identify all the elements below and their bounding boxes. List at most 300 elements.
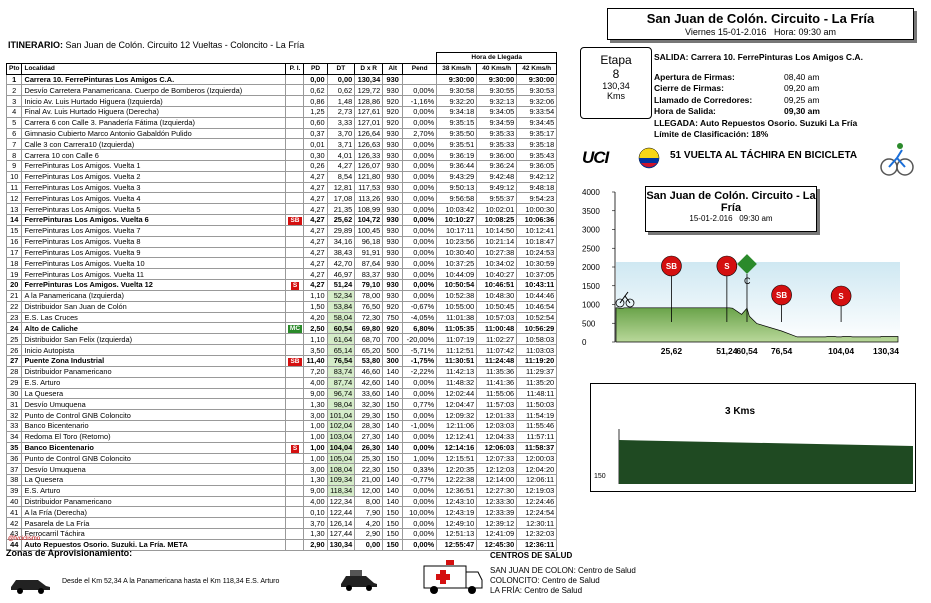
cell-pend: -20,00% xyxy=(403,334,437,345)
cell-dt: 76,54 xyxy=(327,355,355,366)
cell-pend: 0,00% xyxy=(403,106,437,117)
cell-pi xyxy=(286,355,304,366)
cell-pd: 4,00 xyxy=(304,496,327,507)
cell-pend: -0,67% xyxy=(403,301,437,312)
centros-title: CENTROS DE SALUD xyxy=(490,551,573,560)
table-row xyxy=(7,388,557,399)
cell-time-40: 9:35:33 xyxy=(477,139,517,150)
cell-pd: 3,00 xyxy=(304,410,327,421)
cell-pend: 0,00% xyxy=(403,529,437,540)
cell-pd: 4,27 xyxy=(304,247,327,258)
cell-location: FerrePinturas Los Amigos. Vuelta 9 xyxy=(22,247,286,258)
final-km-profile xyxy=(591,384,915,491)
cell-pend: 0,00% xyxy=(403,388,437,399)
info-value: 09,25 am xyxy=(784,94,820,105)
cell-dxr: 4,20 xyxy=(355,518,383,529)
cell-pd: 7,20 xyxy=(304,366,327,377)
cell-pd: 2,90 xyxy=(304,539,327,550)
cell-point: 44 xyxy=(7,539,22,550)
cell-pd: 4,27 xyxy=(304,269,327,280)
cell-time-38: 9:32:20 xyxy=(437,96,477,107)
cell-dxr: 68,70 xyxy=(355,334,383,345)
cell-pend: -5,71% xyxy=(403,345,437,356)
cell-alt: 150 xyxy=(383,518,403,529)
cell-dt: 3,71 xyxy=(327,139,355,150)
cell-time-38: 11:48:32 xyxy=(437,377,477,388)
cell-pend: -2,22% xyxy=(403,366,437,377)
cell-alt: 930 xyxy=(383,171,403,182)
cell-pd: 2,50 xyxy=(304,323,327,334)
cell-pd: 1,30 xyxy=(304,529,327,540)
cell-time-42: 9:42:12 xyxy=(517,171,557,182)
cell-time-38: 9:56:58 xyxy=(437,193,477,204)
cell-point: 8 xyxy=(7,150,22,161)
cell-location: La Quesera xyxy=(22,475,286,486)
cell-point: 17 xyxy=(7,247,22,258)
cell-location: A la Fría (Derecha) xyxy=(22,507,286,518)
table-row xyxy=(7,496,557,507)
cell-time-38: 10:23:56 xyxy=(437,236,477,247)
cell-dt: 61,64 xyxy=(327,334,355,345)
cell-location: La Quesera xyxy=(22,388,286,399)
cell-pend: -0,77% xyxy=(403,475,437,486)
cell-alt: 930 xyxy=(383,74,403,85)
cell-alt: 920 xyxy=(383,323,403,334)
cell-dt: 0,62 xyxy=(327,85,355,96)
cell-pd: 0,60 xyxy=(304,117,327,128)
cell-pd: 1,25 xyxy=(304,106,327,117)
cell-dxr: 104,72 xyxy=(355,214,383,225)
cell-time-40: 9:55:37 xyxy=(477,193,517,204)
cell-dt: 98,04 xyxy=(327,399,355,410)
cell-dt: 21,35 xyxy=(327,204,355,215)
cell-dxr: 113,26 xyxy=(355,193,383,204)
cell-location: Carrera 6 con Calle 3. Panadería Fátima (Izquierda) xyxy=(22,117,286,128)
cell-alt: 140 xyxy=(383,377,403,388)
cell-dt: 101,04 xyxy=(327,410,355,421)
cell-pi xyxy=(286,442,304,453)
cell-pd: 1,00 xyxy=(304,453,327,464)
cell-time-42: 11:48:11 xyxy=(517,388,557,399)
cell-point: 27 xyxy=(7,355,22,366)
cell-pend: 0,00% xyxy=(403,117,437,128)
table-row xyxy=(7,247,557,258)
col-header: Alt xyxy=(383,63,403,74)
cell-time-42: 9:32:06 xyxy=(517,96,557,107)
cell-pend: 0,00% xyxy=(403,485,437,496)
cell-time-40: 9:36:00 xyxy=(477,150,517,161)
cell-time-40: 10:08:25 xyxy=(477,214,517,225)
cell-location: Calle 3 con Carrera10 (Izquierda) xyxy=(22,139,286,150)
cell-time-42: 11:54:19 xyxy=(517,410,557,421)
cell-pd: 4,27 xyxy=(304,193,327,204)
cell-time-38: 9:36:44 xyxy=(437,160,477,171)
cell-time-40: 11:41:36 xyxy=(477,377,517,388)
cell-point: 24 xyxy=(7,323,22,334)
cell-time-38: 12:04:47 xyxy=(437,399,477,410)
cell-location: Auto Repuestos Osorio. Suzuki. La Fría. META xyxy=(22,539,286,550)
cell-alt: 930 xyxy=(383,247,403,258)
cell-time-38: 11:12:51 xyxy=(437,345,477,356)
cell-dxr: 91,91 xyxy=(355,247,383,258)
cell-pend: 0,00% xyxy=(403,236,437,247)
cell-point: 22 xyxy=(7,301,22,312)
cell-alt: 920 xyxy=(383,106,403,117)
cell-point: 42 xyxy=(7,518,22,529)
cell-time-42: 11:55:46 xyxy=(517,420,557,431)
cell-dxr: 87,64 xyxy=(355,258,383,269)
cell-pi xyxy=(286,269,304,280)
table-row xyxy=(7,182,557,193)
cell-pend: -1,75% xyxy=(403,355,437,366)
table-row xyxy=(7,507,557,518)
cell-point: 11 xyxy=(7,182,22,193)
cell-time-40: 12:39:12 xyxy=(477,518,517,529)
cell-time-38: 10:55:00 xyxy=(437,301,477,312)
cell-time-40: 9:30:00 xyxy=(477,74,517,85)
cell-pend: 0,00% xyxy=(403,290,437,301)
cell-alt: 500 xyxy=(383,345,403,356)
cell-time-42: 12:24:54 xyxy=(517,507,557,518)
cell-time-40: 9:49:12 xyxy=(477,182,517,193)
cell-time-38: 12:49:10 xyxy=(437,518,477,529)
cell-dt: 2,73 xyxy=(327,106,355,117)
cell-pend: 6,80% xyxy=(403,323,437,334)
cell-pd: 4,27 xyxy=(304,171,327,182)
cell-pd: 4,27 xyxy=(304,204,327,215)
cell-dt: 83,74 xyxy=(327,366,355,377)
pi-badge: SB xyxy=(290,357,300,365)
cell-alt: 930 xyxy=(383,139,403,150)
cyclist-logo-icon xyxy=(878,140,916,178)
cell-point: 20 xyxy=(7,279,22,290)
table-row xyxy=(7,106,557,117)
cell-time-40: 12:03:03 xyxy=(477,420,517,431)
cell-pend: 0,33% xyxy=(403,464,437,475)
cell-alt: 150 xyxy=(383,539,403,550)
cell-time-40: 12:01:33 xyxy=(477,410,517,421)
cell-pi xyxy=(286,204,304,215)
cell-pd: 1,30 xyxy=(304,475,327,486)
cell-pd: 4,27 xyxy=(304,225,327,236)
cell-pi xyxy=(286,377,304,388)
stage-time: Hora: 09:30 am xyxy=(773,27,836,37)
cell-dt: 51,24 xyxy=(327,279,355,290)
cell-time-38: 12:22:38 xyxy=(437,475,477,486)
cell-time-42: 10:44:46 xyxy=(517,290,557,301)
cell-pi xyxy=(286,420,304,431)
profile-title-box xyxy=(645,186,817,232)
cell-pi xyxy=(286,214,304,225)
cell-pd: 9,00 xyxy=(304,485,327,496)
y-axis-ticks xyxy=(582,188,615,347)
cell-pd: 1,00 xyxy=(304,420,327,431)
table-row xyxy=(7,410,557,421)
cell-pend: 0,00% xyxy=(403,496,437,507)
cell-pd: 1,10 xyxy=(304,334,327,345)
cell-dxr: 32,30 xyxy=(355,399,383,410)
table-row xyxy=(7,355,557,366)
marker-sprint-label: S xyxy=(838,292,844,301)
profile-time: 09:30 am xyxy=(739,214,773,223)
cell-pd: 0,37 xyxy=(304,128,327,139)
cell-alt: 700 xyxy=(383,334,403,345)
cell-time-38: 9:50:13 xyxy=(437,182,477,193)
cell-dt: 0,00 xyxy=(327,74,355,85)
marker-sprint-label: SB xyxy=(776,291,788,300)
cell-pi xyxy=(286,160,304,171)
cell-alt: 140 xyxy=(383,431,403,442)
etapa-unit: Kms xyxy=(607,91,625,101)
cell-location: E.S. Arturo xyxy=(22,485,286,496)
cell-pi xyxy=(286,475,304,486)
cell-time-38: 12:55:47 xyxy=(437,539,477,550)
etapa-label: Etapa xyxy=(600,53,632,67)
cell-dxr: 7,90 xyxy=(355,507,383,518)
table-row xyxy=(7,160,557,171)
zonas-title: Zonas de Aprovisionamiento: xyxy=(6,548,133,558)
cell-time-42: 10:46:54 xyxy=(517,301,557,312)
cell-pend: 0,00% xyxy=(403,539,437,550)
cell-time-38: 10:10:27 xyxy=(437,214,477,225)
table-row xyxy=(7,225,557,236)
cell-time-42: 9:35:18 xyxy=(517,139,557,150)
cell-time-42: 10:52:54 xyxy=(517,312,557,323)
cell-pd: 0,30 xyxy=(304,150,327,161)
col-header: 40 Kms/h xyxy=(477,63,517,74)
cell-location: Inicio Av. Luis Hurtado Higuera (Izquierda) xyxy=(22,96,286,107)
table-row xyxy=(7,453,557,464)
cell-time-40: 12:07:33 xyxy=(477,453,517,464)
cell-pd: 4,20 xyxy=(304,312,327,323)
cell-time-42: 10:30:59 xyxy=(517,258,557,269)
table-row xyxy=(7,96,557,107)
y-tick-label: 4000 xyxy=(582,188,600,197)
cell-dt: 42,70 xyxy=(327,258,355,269)
cell-time-38: 10:52:38 xyxy=(437,290,477,301)
cell-location: Alto de Caliche xyxy=(22,323,286,334)
col-header: Localidad xyxy=(22,63,286,74)
cell-time-38: 12:15:51 xyxy=(437,453,477,464)
cell-time-40: 10:27:38 xyxy=(477,247,517,258)
table-row xyxy=(7,258,557,269)
cell-dxr: 108,99 xyxy=(355,204,383,215)
cell-pd: 4,27 xyxy=(304,182,327,193)
cell-dxr: 78,00 xyxy=(355,290,383,301)
cell-pend: 0,00% xyxy=(403,225,437,236)
etapa-box xyxy=(580,47,652,119)
cell-pd: 9,00 xyxy=(304,388,327,399)
cell-point: 29 xyxy=(7,377,22,388)
x-label: 104,04 xyxy=(828,346,855,356)
cell-time-38: 12:14:16 xyxy=(437,442,477,453)
cell-time-40: 11:55:06 xyxy=(477,388,517,399)
cell-pend: 0,00% xyxy=(403,193,437,204)
cell-pi xyxy=(286,453,304,464)
cell-time-38: 10:44:09 xyxy=(437,269,477,280)
cell-dt: 103,04 xyxy=(327,431,355,442)
cell-location: Distribuidor San Felix (Izquierda) xyxy=(22,334,286,345)
cell-alt: 150 xyxy=(383,507,403,518)
x-label: 130,34 xyxy=(873,346,899,356)
cell-point: 39 xyxy=(7,485,22,496)
cell-time-42: 10:12:41 xyxy=(517,225,557,236)
cell-pi xyxy=(286,290,304,301)
cell-time-40: 12:45:30 xyxy=(477,539,517,550)
cell-pi xyxy=(286,496,304,507)
cell-dt: 17,08 xyxy=(327,193,355,204)
cell-dxr: 29,30 xyxy=(355,410,383,421)
cell-pi xyxy=(286,334,304,345)
arrival-time-header: Hora de Llegada xyxy=(437,53,557,64)
cell-point: 41 xyxy=(7,507,22,518)
cell-time-38: 12:02:44 xyxy=(437,388,477,399)
y-tick-label: 500 xyxy=(582,319,596,329)
cell-time-38: 9:35:50 xyxy=(437,128,477,139)
y-tick-label: 0 xyxy=(582,338,587,347)
table-row xyxy=(7,269,557,280)
cell-dt: 118,34 xyxy=(327,485,355,496)
cell-time-42: 12:30:11 xyxy=(517,518,557,529)
table-row xyxy=(7,301,557,312)
cell-pd: 0,10 xyxy=(304,507,327,518)
cell-pend: 0,00% xyxy=(403,85,437,96)
cell-time-42: 12:06:11 xyxy=(517,475,557,486)
table-row xyxy=(7,475,557,486)
table-row xyxy=(7,345,557,356)
cell-pend: 0,00% xyxy=(403,139,437,150)
cell-pd: 1,30 xyxy=(304,399,327,410)
cell-time-42: 10:06:36 xyxy=(517,214,557,225)
cell-dxr: 117,53 xyxy=(355,182,383,193)
cell-dt: 109,34 xyxy=(327,475,355,486)
race-title: 51 VUELTA AL TÁCHIRA EN BICICLETA xyxy=(670,150,858,161)
cell-time-42: 10:43:11 xyxy=(517,279,557,290)
cell-alt: 930 xyxy=(383,160,403,171)
cell-point: 1 xyxy=(7,74,22,85)
cell-pi xyxy=(286,258,304,269)
cell-dt: 104,04 xyxy=(327,442,355,453)
cell-location: Distribuidor Panamericano xyxy=(22,366,286,377)
cell-location: FerrePinturas Los Amigos. Vuelta 1 xyxy=(22,160,286,171)
y-tick-label: 3000 xyxy=(582,225,600,235)
cell-time-42: 10:18:47 xyxy=(517,236,557,247)
cell-pend: -1,16% xyxy=(403,96,437,107)
stage-header xyxy=(607,8,914,40)
cell-time-40: 12:12:03 xyxy=(477,464,517,475)
cell-pd: 4,27 xyxy=(304,279,327,290)
col-header: PD xyxy=(304,63,327,74)
cell-time-40: 9:35:33 xyxy=(477,128,517,139)
cell-location: FerrePinturas Los Amigos. Vuelta 12 xyxy=(22,279,286,290)
cell-pi xyxy=(286,388,304,399)
marker-sprint-label: S xyxy=(724,262,730,271)
cell-point: 14 xyxy=(7,214,22,225)
cell-location: Desvío Umuquena xyxy=(22,464,286,475)
cell-location: FerrePinturas Los Amigos. Vuelta 10 xyxy=(22,258,286,269)
table-row xyxy=(7,312,557,323)
y-tick-label: 3500 xyxy=(582,206,600,216)
cell-pi xyxy=(286,74,304,85)
cell-point: 19 xyxy=(7,269,22,280)
cell-time-38: 12:12:41 xyxy=(437,431,477,442)
cell-time-40: 10:14:50 xyxy=(477,225,517,236)
cell-location: Punto de Control GNB Coloncito xyxy=(22,410,286,421)
cell-pd: 11,40 xyxy=(304,355,327,366)
table-row xyxy=(7,171,557,182)
cell-pend: 0,00% xyxy=(403,247,437,258)
cell-dxr: 22,30 xyxy=(355,464,383,475)
cell-time-38: 11:01:38 xyxy=(437,312,477,323)
cell-dxr: 28,30 xyxy=(355,420,383,431)
table-row xyxy=(7,74,557,85)
cell-location: Banco Bicentenario xyxy=(22,442,286,453)
col-header: Pto xyxy=(7,63,22,74)
cell-pi xyxy=(286,464,304,475)
cell-time-38: 11:07:19 xyxy=(437,334,477,345)
cell-point: 26 xyxy=(7,345,22,356)
cell-point: 38 xyxy=(7,475,22,486)
cell-time-40: 11:00:48 xyxy=(477,323,517,334)
cell-time-42: 12:19:03 xyxy=(517,485,557,496)
cell-alt: 150 xyxy=(383,453,403,464)
cell-point: 15 xyxy=(7,225,22,236)
cell-point: 32 xyxy=(7,410,22,421)
info-row xyxy=(654,83,820,95)
cell-pi xyxy=(286,539,304,550)
cell-time-40: 9:32:13 xyxy=(477,96,517,107)
info-table xyxy=(654,72,820,118)
cell-dxr: 129,72 xyxy=(355,85,383,96)
cell-point: 5 xyxy=(7,117,22,128)
cell-location: Desvío Umuquena xyxy=(22,399,286,410)
cell-time-42: 12:36:11 xyxy=(517,539,557,550)
cell-time-38: 11:30:51 xyxy=(437,355,477,366)
feed-car-icon xyxy=(338,568,378,592)
cell-pd: 1,50 xyxy=(304,301,327,312)
cell-time-42: 9:30:00 xyxy=(517,74,557,85)
cell-alt: 150 xyxy=(383,410,403,421)
cell-pd: 0,01 xyxy=(304,139,327,150)
table-row xyxy=(7,442,557,453)
cell-location: E.S. Las Cruces xyxy=(22,312,286,323)
cell-time-40: 10:21:14 xyxy=(477,236,517,247)
cell-dt: 3,70 xyxy=(327,128,355,139)
cell-dt: 4,01 xyxy=(327,150,355,161)
cell-location: E.S. Arturo xyxy=(22,377,286,388)
cell-alt: 930 xyxy=(383,290,403,301)
cell-dxr: 8,00 xyxy=(355,496,383,507)
cell-pi xyxy=(286,529,304,540)
table-row xyxy=(7,366,557,377)
cell-pd: 0,26 xyxy=(304,160,327,171)
centros-list xyxy=(490,566,636,596)
cell-pi xyxy=(286,301,304,312)
cell-dxr: 53,80 xyxy=(355,355,383,366)
table-row xyxy=(7,204,557,215)
cell-pi xyxy=(286,225,304,236)
cell-pend: 0,00% xyxy=(403,410,437,421)
x-label: 25,62 xyxy=(660,346,683,356)
cell-alt: 140 xyxy=(383,420,403,431)
cell-time-38: 10:37:25 xyxy=(437,258,477,269)
cell-pd: 4,27 xyxy=(304,236,327,247)
cell-dt: 34,16 xyxy=(327,236,355,247)
info-row xyxy=(654,72,820,84)
cell-pend: 0,00% xyxy=(403,150,437,161)
cell-time-38: 12:51:13 xyxy=(437,529,477,540)
cell-time-42: 12:24:46 xyxy=(517,496,557,507)
